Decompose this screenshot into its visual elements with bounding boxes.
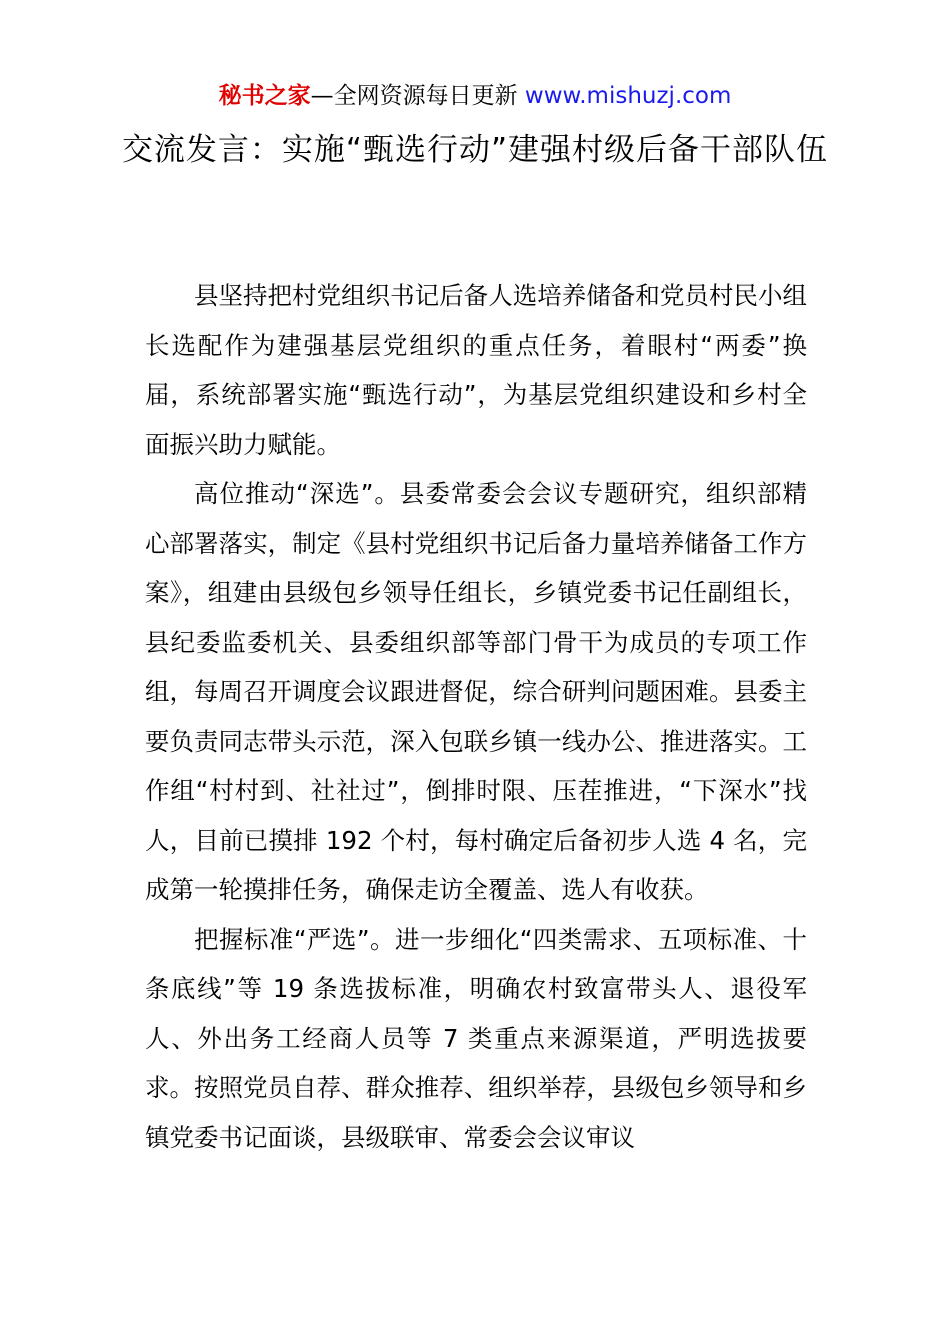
paragraph-deep-selection: 高位推动“深选”。县委常委会会议专题研究，组织部精心部署落实，制定《县村党组织书记后备力量培养储备工作方案》，组建由县级包乡领导任组长，乡镇党委书记任副组长，县纪委监委机关、县委组织部等部门骨干为成员的专项工作组，每周召开调度会议跟进督促，综合研判问题困难。县委主要负责同志带头示范，深入包联乡镇一线办公、推进落实。工作组“村村到、社社过”，倒排时限、压茬推进，“下深水”找人，目前已摸排 192 个村，每村确定后备初步人选 4 名，完成第一轮摸排任务，确保走访全覆盖、选人有收获。 (145, 479, 807, 904)
document-title: 交流发言：实施“甄选行动”建强村级后备干部队伍 (121, 132, 829, 168)
site-tagline: —全网资源每日更新 (310, 83, 525, 109)
site-brand: 秘书之家 (218, 83, 311, 109)
paragraph-intro: 县坚持把村党组织书记后备人选培养储备和党员村民小组长选配作为建强基层党组织的重点任务，着眼村“两委”换届，系统部署实施“甄选行动”，为基层党组织建设和乡村全面振兴助力赋能。 (145, 281, 807, 459)
document-body (145, 271, 807, 1162)
site-url-link[interactable]: www.mishuzj.com (524, 83, 732, 109)
paragraph-strict-selection: 把握标准“严选”。进一步细化“四类需求、五项标准、十条底线”等 19 条选拔标准，明确农村致富带头人、退役军人、外出务工经商人员等 7 类重点来源渠道，严明选拔要求。按照党员自荐、群众推荐、组织举荐，县级包乡领导和乡镇党委书记面谈，县级联审、常委会会议审议 (145, 924, 807, 1152)
site-header (0, 80, 950, 112)
